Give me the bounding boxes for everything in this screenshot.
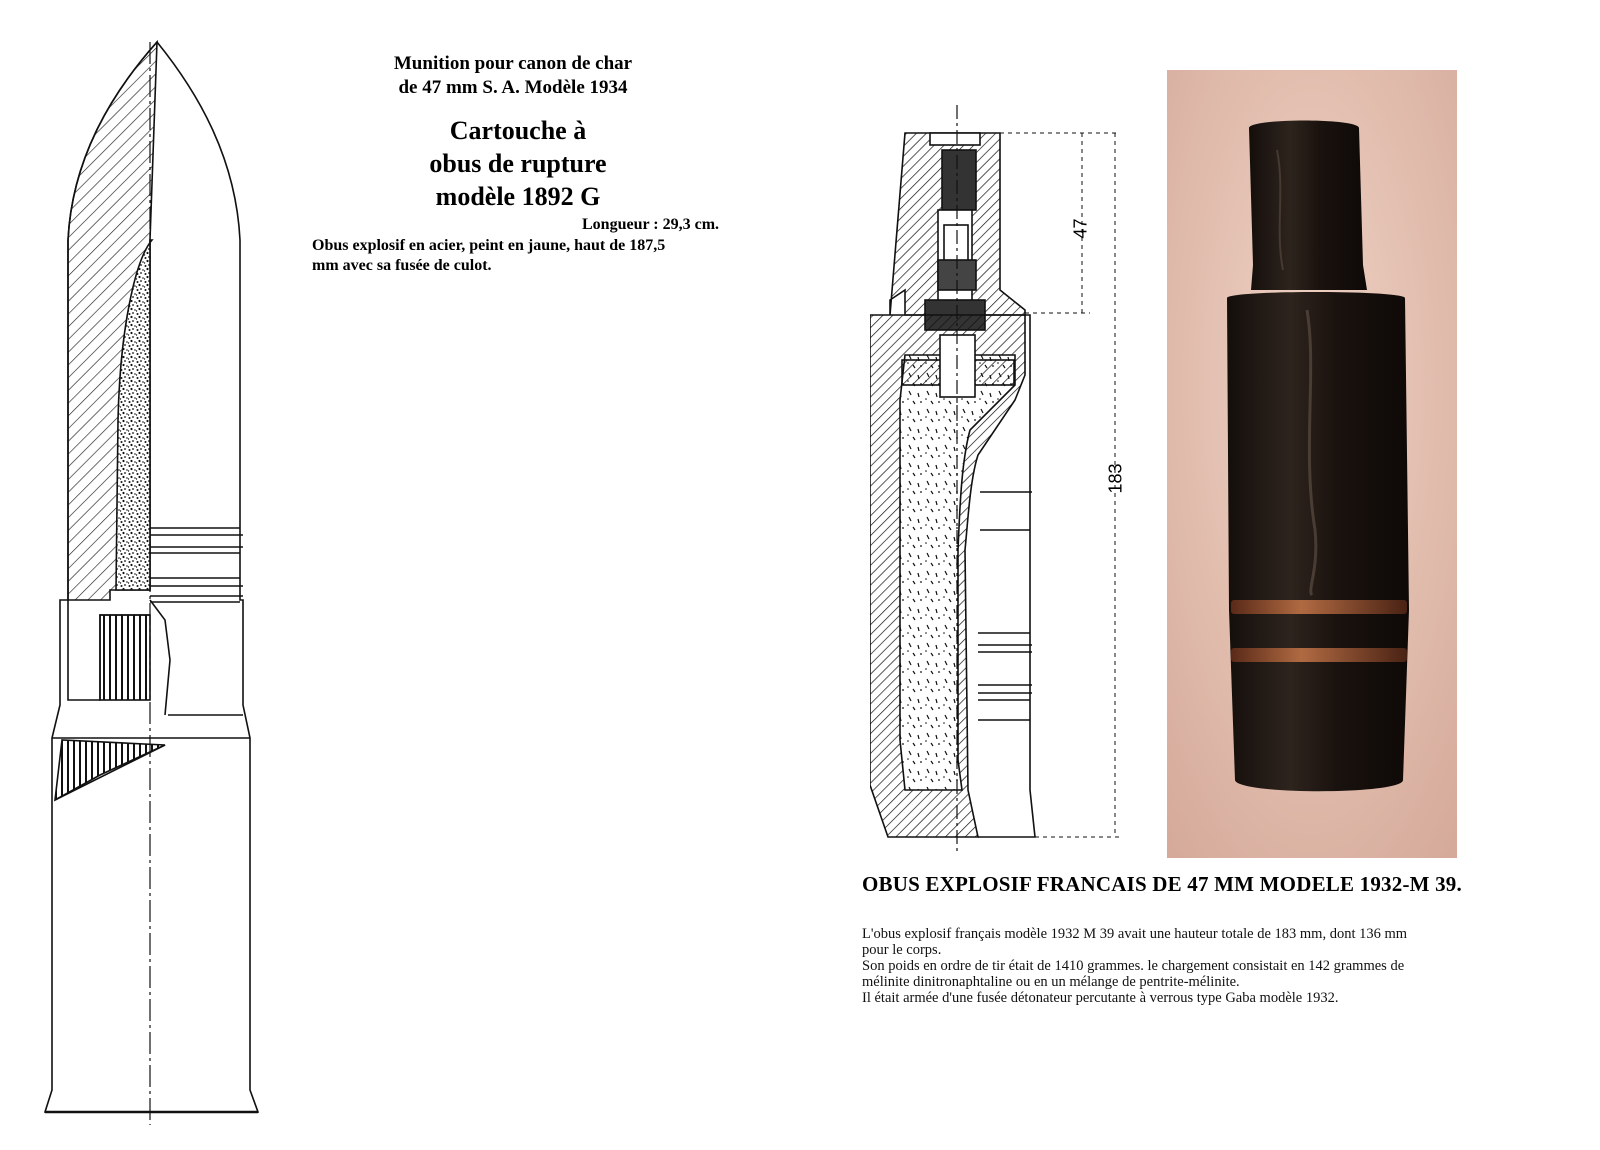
dimension-lines — [1000, 133, 1120, 837]
cartridge-length: Longueur : 29,3 cm. — [582, 216, 720, 233]
shell-desc-line2: pour le corps. — [862, 942, 942, 958]
cartridge-description — [312, 236, 762, 276]
shell-desc-line4: mélinite dinitronaphtaline ou en un mélange de pentrite-mélinite. — [862, 974, 1240, 990]
shell-desc-line5: Il était armée d'une fusée détonateur percutante à verrous type Gaba modèle 1932. — [862, 990, 1339, 1006]
ammo-title-line2: de 47 mm S. A. Modèle 1934 — [398, 77, 628, 98]
shell-caption: OBUS EXPLOSIF FRANCAIS DE 47 MM MODELE 1932-M 39. — [862, 872, 1462, 896]
cartridge-heading — [328, 114, 708, 213]
shell-desc-line1: L'obus explosif français modèle 1932 M 39 avait une hauteur totale de 183 mm, dont 136 mm — [862, 926, 1408, 942]
shell-desc-line3: Son poids en ordre de tir était de 1410 grammes. le chargement consistait en 142 grammes de — [862, 958, 1405, 974]
ammo-title-line1: Munition pour canon de char — [393, 53, 633, 74]
shell-description — [862, 926, 1512, 1006]
shell-photo — [1167, 70, 1457, 858]
cartridge-heading-line2: obus de rupture — [429, 149, 607, 178]
dimension-183-label: 183 — [1105, 463, 1126, 494]
cartridge-heading-line3: modèle 1892 G — [435, 182, 601, 211]
cartridge-desc-line2: mm avec sa fusée de culot. — [312, 257, 492, 274]
ammo-title — [318, 52, 708, 100]
cartridge-heading-line1: Cartouche à — [449, 116, 587, 145]
cartridge-desc-line1: Obus explosif en acier, peint en jaune, haut de 187,5 — [312, 237, 666, 254]
dimension-47-label: 47 — [1070, 218, 1091, 239]
cartridge-cross-section-drawing — [0, 0, 280, 1150]
cartridge-shell-outline — [45, 42, 258, 1112]
